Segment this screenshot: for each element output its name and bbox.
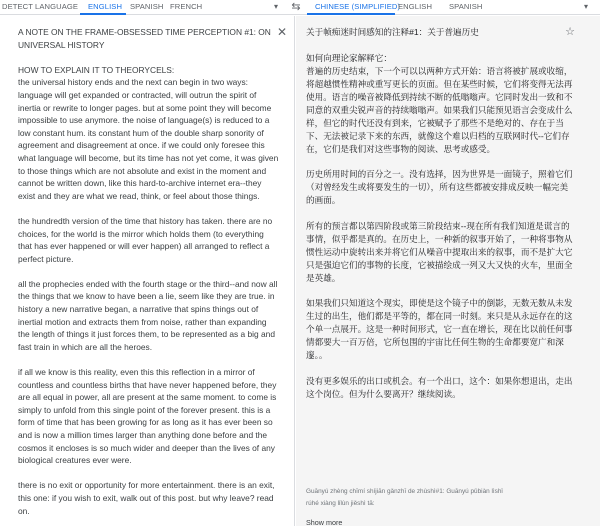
source-paragraph: all the prophecies ended with the fourth stage or the third--and now all the things that we know to have been a lie, seem like they are true. in history a new narrative began, a narrative that spins things out of inertial motion and extracts them from noise, rather than expanding the length of things it just forces them, to be represented as a big and fast train in which are all the heroes. [18, 278, 278, 352]
source-tab-english[interactable]: ENGLISH [88, 2, 123, 11]
show-more-link[interactable]: Show more [306, 518, 343, 526]
source-tab-spanish[interactable]: SPANISH [130, 2, 164, 11]
translation-paragraph: 如何向理论家解释它： 普遍的历史结束，下一个可以以两种方式开始：语言将被扩展或收缩，将超越惯性精神或重写更长的页面。但在某些时候，它们将变得无法再使用。语言的噪音被降低到持续不断的低嗡嗡声。它同时发出一致和不同意的双重尖锐声音的持续嗡嗡声。如果我们只能预见语言会变成什么样，但它的时代还没有到来，它被赋予了那些不是绝对的、存在于当下、无法被记录下来的东西，就像这个难以归档的互联网时代--它们存在，它们是我们对这些事物的阅读、思考或感受。 [306, 52, 573, 154]
romanization-line: rúhé xiàng lǐlùn jiěshì tā: [306, 500, 375, 507]
target-tab-english[interactable]: ENGLISH [398, 2, 433, 11]
romanization-line: Guānyú zhèng chīmí shíjiān gǎnzhī de zhùshì#1: Guānyú pǔbiàn lìshǐ [306, 488, 503, 495]
source-paragraph: the hundredth version of the time that history has taken. there are no choices, for the world is the mirror which holds them (to everything that has ever happened or will ever happen) all arranged to reflect a perfect picture. [18, 215, 273, 264]
chevron-down-icon[interactable]: ▾ [273, 2, 278, 11]
source-paragraph: there is no exit or opportunity for more entertainment. there is an exit, this one: if you wish to exit, walk out of this post. but why leave? read on. [18, 480, 275, 516]
source-text-area[interactable] [18, 26, 280, 526]
language-bar [0, 0, 600, 15]
source-paragraph: if all we know is this reality, even this this reflection in a mirror of countless and countless births that have never happened before, they are all equal in power, all are present at the same moment. to come is simply to unfold from this single point of the forever present. this is a form of time that has been growing for as long as it has ever been so and is now a million times larger than anything done before and the cosmos it encloses is so much wider and deeper than the lives of any biological creatures ever were. [18, 367, 277, 466]
close-icon[interactable]: ✕ [276, 25, 288, 39]
source-text-pane[interactable] [0, 16, 295, 526]
translation-title: 关于帧痴迷时间感知的注释#1：关于普遍历史 [306, 27, 479, 37]
translation-pane [296, 16, 600, 526]
source-paragraph: HOW TO EXPLAIN IT TO THEORYCELS: the universal history ends and the next can begin in two ways: language will get expanded or contracted, will outrun the spirit of inertia or rewrite to longer pages. but at some point they will become impossible to use anymore. the noise of language(s) is reduced to a low constant hum. its constant hum of the double sharp sonority of agreement and disagreement at once. if we could only foresee this what language will become, but its time has not yet come, it was given to those things which are not absolute and exist in the moment and cannot be written down, like this hard-to-archive internet era--they exist and they are what we read, think, or feel about those things. [18, 64, 279, 201]
romanization-text [306, 486, 591, 510]
translation-text [306, 26, 576, 414]
source-tab-detect-language[interactable]: DETECT LANGUAGE [2, 2, 79, 11]
translation-paragraph: 历史所用时间的百分之一。没有选择，因为世界是一面镜子，照着它们（对曾经发生或将要发生的一切），所有这些都被安排成反映一幅完美的画面。 [306, 169, 573, 206]
star-icon[interactable]: ☆ [565, 26, 575, 38]
source-active-underline [80, 13, 126, 15]
target-active-underline [307, 13, 395, 15]
translation-paragraph: 没有更多娱乐的出口或机会。有一个出口，这个：如果你想退出，走出这个岗位。但为什么要离开？继续阅读。 [306, 375, 573, 399]
target-tab-spanish[interactable]: SPANISH [449, 2, 483, 11]
source-title: A NOTE ON THE FRAME-OBSESSED TIME PERCEPTION #1: ON UNIVERSAL HISTORY [18, 27, 271, 50]
translation-paragraph: 如果我们只知道这个现实，即使是这个镜子中的倒影，无数无数从未发生过的出生，他们都是平等的，都在同一时刻。来只是从永远存在的这个单一点展开。这是一种时间形式，它一直在增长，现在比以前任何事情都要大一百万倍，它所包围的宇宙比任何生物的生命都要宽广和深邃。。 [306, 298, 573, 361]
source-tab-french[interactable]: FRENCH [170, 2, 203, 11]
chevron-down-icon[interactable]: ▾ [583, 2, 588, 11]
swap-arrows-icon[interactable]: ⇆ [291, 1, 301, 13]
translation-paragraph: 所有的预言都以第四阶段或第三阶段结束--现在所有我们知道是谎言的事情，似乎都是真的。在历史上，一种新的叙事开始了，一种将事物从惯性运动中旋转出来并将它们从噪音中提取出来的叙事，而不是扩大它只是强迫它们的事物的长度，它被描绘成一列又大又快的火车，里面全是英雄。 [306, 220, 573, 283]
target-tab-chinese-simplified[interactable]: CHINESE (SIMPLIFIED) [315, 2, 401, 11]
